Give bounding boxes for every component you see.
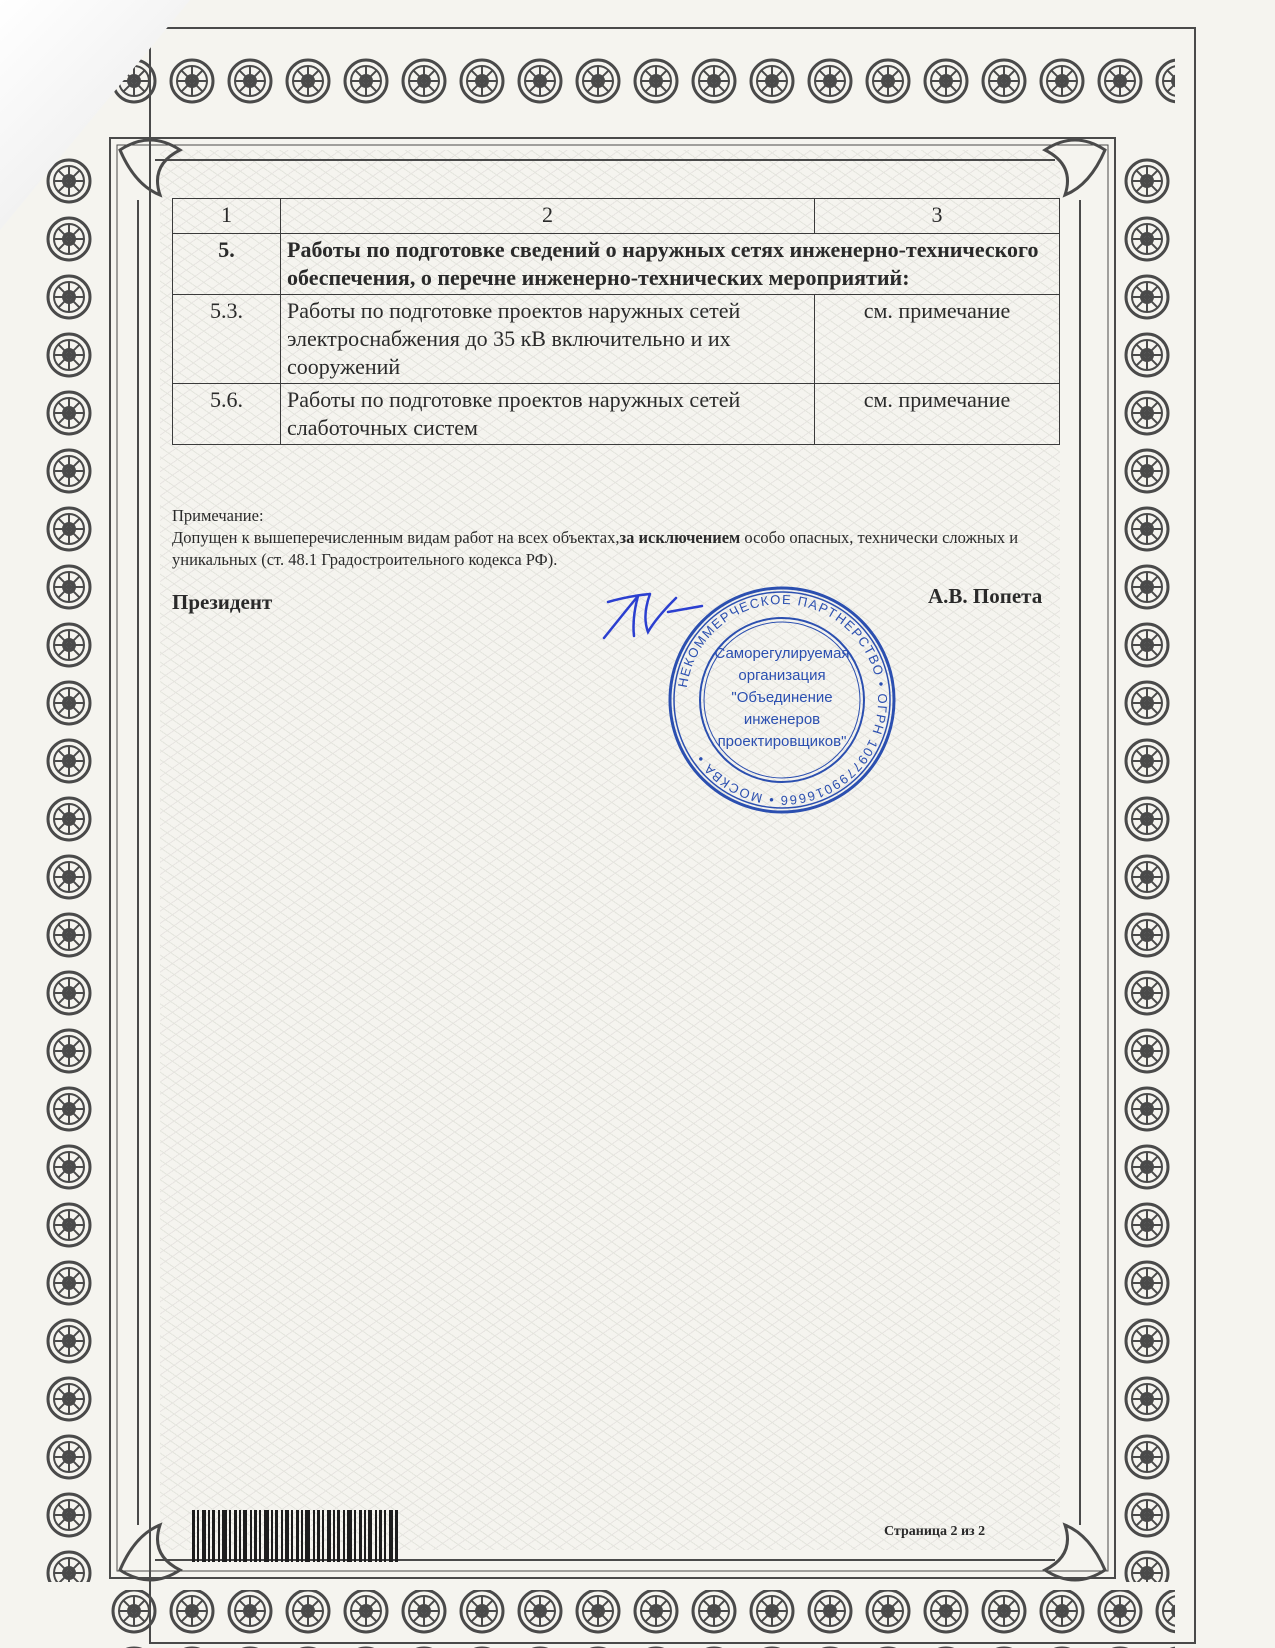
organization-seal [664,582,900,818]
page-number: Страница 2 из 2 [884,1524,986,1539]
signatory-role: Президент [172,590,273,614]
table-row [173,384,1060,445]
row-note: см. примечание [815,384,1060,445]
header-col-3: 3 [815,199,1060,234]
works-table [172,198,1060,445]
seal-center-line: "Объединение [731,689,833,706]
seal-center-line: проектировщиков" [717,733,847,750]
barcode [192,1510,435,1562]
section-number: 5. [173,234,281,295]
signatory-name: А.В. Попета [928,584,1043,608]
note-block [172,505,1062,571]
row-note: см. примечание [815,295,1060,384]
seal-center-line: инженеров [743,711,821,728]
row-number: 5.3. [173,295,281,384]
seal-center-line: организация [738,667,826,684]
row-text: Работы по подготовке проектов наружных сетей слаботочных систем [281,384,815,445]
section-title: Работы по подготовке сведений о наружных сетях инженерно-технического обеспечения, о перечне инженерно-технических мероприятий: [281,234,1060,295]
row-text: Работы по подготовке проектов наружных сетей электроснабжения до 35 кВ включительно и их сооружений [281,295,815,384]
header-col-2: 2 [281,199,815,234]
header-col-1: 1 [173,199,281,234]
seal-ring-text: НЕКОММЕРЧЕСКОЕ ПАРТНЕРСТВО • ОГРН 1097799016666 • МОСКВА • [674,591,891,809]
note-label: Примечание: [172,506,264,525]
seal-center-line: Саморегулируемая [714,645,850,662]
table-row [173,295,1060,384]
note-text: Допущен к вышеперечисленным видам работ на всех объектах,за исключением особо опасных, технически сложных и уникальных (ст. 48.1 Градостроительного кодекса РФ). [172,528,1019,569]
table-row-section [173,234,1060,295]
row-number: 5.6. [173,384,281,445]
table-header-row [173,199,1060,234]
